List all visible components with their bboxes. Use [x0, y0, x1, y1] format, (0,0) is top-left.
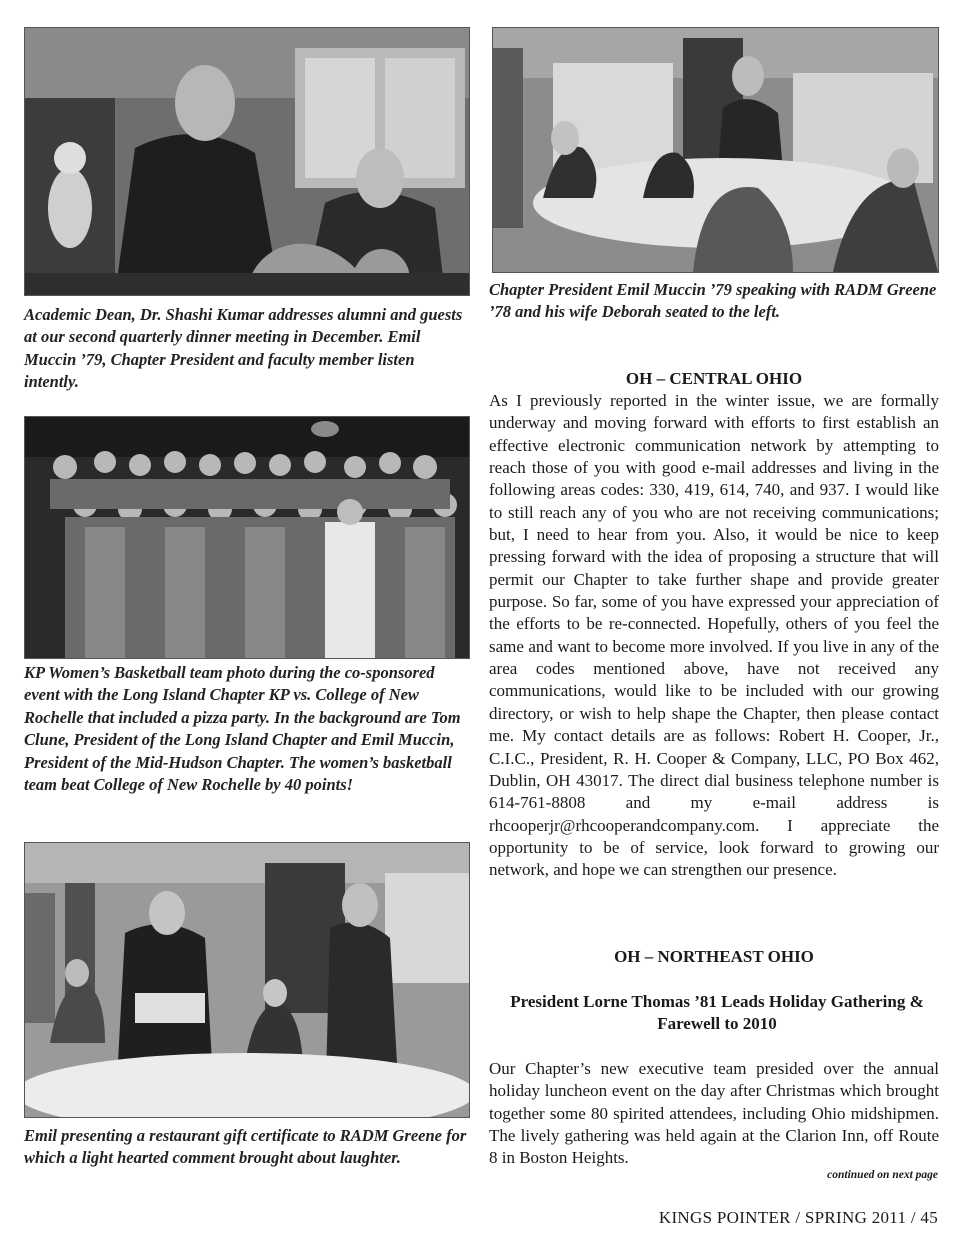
caption-middle-left: KP Women’s Basketball team photo during the co-sponsored event with the Long Island Chapter KP vs. College of New Rochelle that included a pizza party. In the background are Tom Clune, President of the Long Island Chapter and Emil Muccin, President of the Mid-Hudson Chapter. The women’s basketball team beat College of New Rochelle by 40 points!	[24, 663, 461, 795]
section-body-northeast-ohio: Our Chapter’s new executive team presided over the annual holiday luncheon event on the day after Christmas which brought together some 80 spirited attendees, including Ohio midshipmen. The lively gathering was held again at the Clarion Inn, off Route 8 in Boston Heights.	[489, 1059, 939, 1168]
caption-top-right: Chapter President Emil Muccin ’79 speaking with RADM Greene ’78 and his wife Deborah seated to the left.	[489, 280, 937, 322]
photo-dean-addresses-alumni	[24, 27, 470, 296]
photo-womens-basketball-team	[24, 416, 470, 659]
section-heading-central-ohio: OH – CENTRAL OHIO	[625, 369, 803, 388]
photo-president-speaking	[492, 27, 939, 273]
caption-top-left: Academic Dean, Dr. Shashi Kumar addresses alumni and guests at our second quarterly dinner meeting in December. Emil Muccin ’79, Chapter President and faculty member listen intently.	[24, 305, 463, 392]
caption-bottom-left: Emil presenting a restaurant gift certificate to RADM Greene for which a light hearted comment brought about laughter.	[24, 1126, 467, 1168]
section-heading-northeast-ohio: OH – NORTHEAST OHIO	[614, 947, 814, 966]
section-body-central-ohio: As I previously reported in the winter issue, we are formally underway and moving forward with efforts to first establish an effective electronic communication network by attempting to reach those of you with good e-mail addresses and living in the following areas codes: 330, 419, 614, 740, and 937. I would like to still reach any of you who are not receiving communications; but, I need to hear from you. Also, it would be nice to keep pressing forward with the idea of proposing a structure that will permit our Chapter to take further shape and provide greater purpose. So far, some of you have expressed your appreciation of the efforts to be re-connected. Hopefully, others of you feel the same and want to become more involved. If you live in any of the area codes mentioned above, have not received any communications, would like to be included with our growing directory, or wish to help shape the Chapter, then please contact me. My contact details are as follows: Robert H. Cooper, Jr., C.I.C., President, R. H. Cooper & Company, LLC, PO Box 462, Dublin, OH 43017. The direct dial business telephone number is 614-761-8808 and my e-mail address is rhcooperjr@rhcooperandcompany.com. I appreciate the opportunity to be of service, look forward to growing our network, and hope we can strengthen our presence.	[489, 391, 939, 880]
section-subheading-northeast-ohio: President Lorne Thomas ’81 Leads Holiday Gathering & Farewell to 2010	[510, 992, 924, 1034]
photo-gift-certificate	[24, 842, 470, 1118]
continued-note: continued on next page	[827, 1169, 938, 1181]
page-footer: KINGS POINTER / SPRING 2011 / 45	[658, 1208, 938, 1227]
